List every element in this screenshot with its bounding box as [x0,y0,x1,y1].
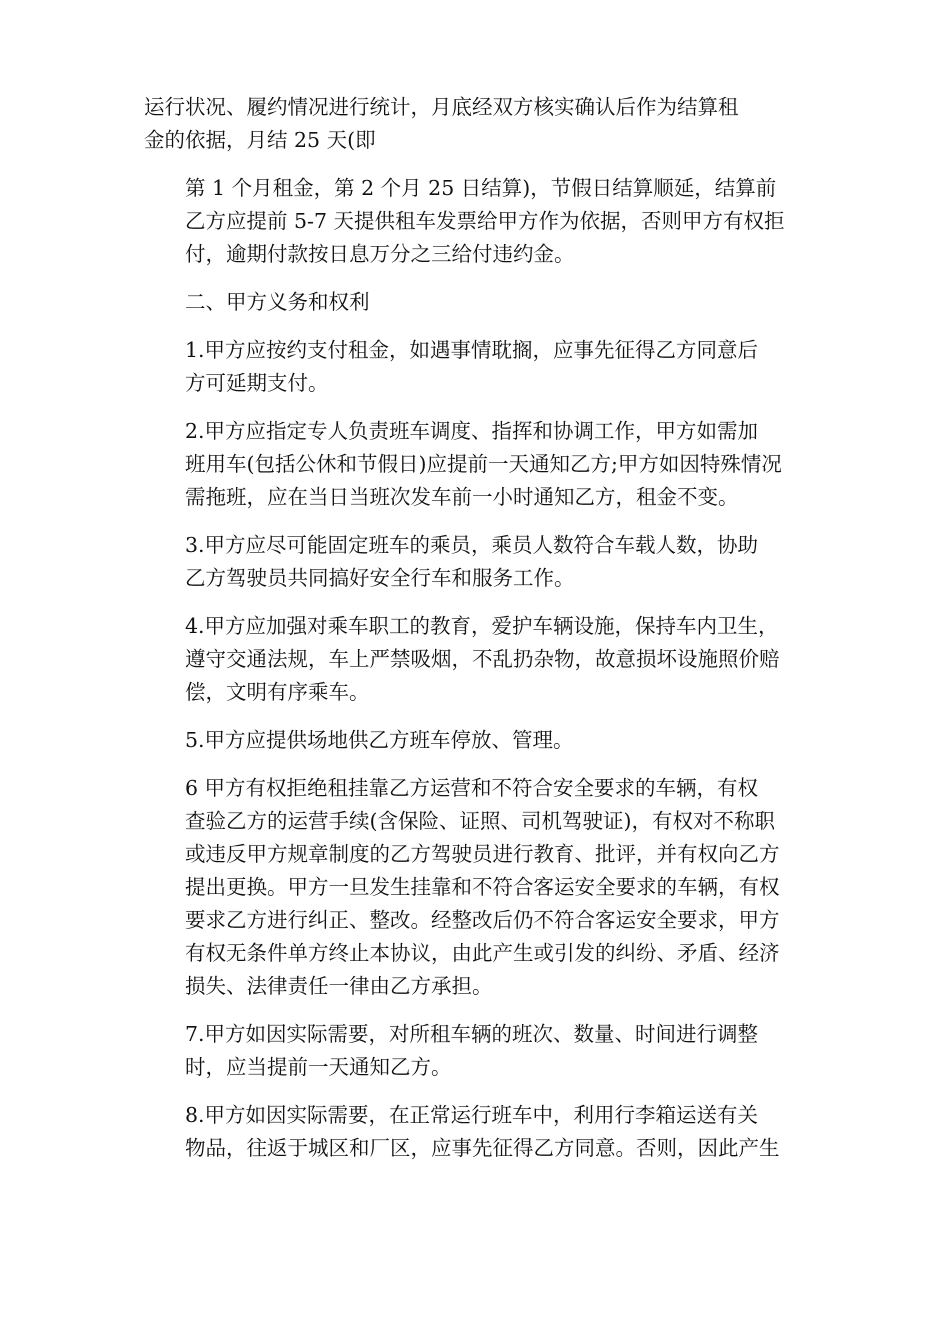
clause-1 [144,334,812,400]
text-line: 损失、法律责任一律由乙方承担。 [185,974,493,998]
section-heading: 二、甲方义务和权利 [185,290,370,314]
text-line: 运行状况、履约情况进行统计，月底经双方核实确认后作为结算租 [144,95,739,119]
text-line: 6 甲方有权拒绝租挂靠乙方运营和不符合安全要求的车辆，有权 [185,776,759,800]
text-line: 方可延期支付。 [185,371,329,395]
text-line: 需拖班，应在当日当班次发车前一小时通知乙方，租金不变。 [185,485,739,509]
text-line: 偿，文明有序乘车。 [185,680,370,704]
text-line: 第 1 个月租金，第 2 个月 25 日结算)，节假日结算顺延，结算前 [185,176,777,200]
paragraph-settlement-terms [144,172,812,271]
text-line: 金的依据，月结 25 天(即 [144,128,376,152]
clause-7 [144,1018,812,1084]
clause-2 [144,415,812,514]
text-line: 8.甲方如因实际需要，在正常运行班车中，利用行李箱运送有关 [185,1103,759,1127]
text-line: 遵守交通法规，车上严禁吸烟，不乱扔杂物，故意损坏设施照价赔 [185,647,780,671]
clause-8 [144,1099,812,1165]
text-line: 2.甲方应指定专人负责班车调度、指挥和协调工作，甲方如需加 [185,419,759,443]
text-line: 乙方驾驶员共同搞好安全行车和服务工作。 [185,566,575,590]
text-line: 要求乙方进行纠正、整改。经整改后仍不符合客运安全要求，甲方 [185,908,780,932]
text-line: 查验乙方的运营手续(含保险、证照、司机驾驶证)，有权对不称职 [185,809,775,833]
clause-3 [144,529,812,595]
text-line: 1.甲方应按约支付租金，如遇事情耽搁，应事先征得乙方同意后 [185,338,759,362]
paragraph-settlement-basis [144,91,812,157]
text-line: 付，逾期付款按日息万分之三给付违约金。 [185,242,575,266]
text-line: 物品，往返于城区和厂区，应事先征得乙方同意。否则，因此产生 [185,1136,780,1160]
document-body [144,91,812,1180]
text-line: 有权无条件单方终止本协议，由此产生或引发的纠纷、矛盾、经济 [185,941,780,965]
text-line: 7.甲方如因实际需要，对所租车辆的班次、数量、时间进行调整 [185,1022,759,1046]
text-line: 4.甲方应加强对乘车职工的教育，爱护车辆设施，保持车内卫生， [185,614,779,638]
clause-6 [144,772,812,1003]
text-line: 时，应当提前一天通知乙方。 [185,1055,452,1079]
text-line: 5.甲方应提供场地供乙方班车停放、管理。 [185,728,574,752]
text-line: 或违反甲方规章制度的乙方驾驶员进行教育、批评，并有权向乙方 [185,842,780,866]
text-line: 乙方应提前 5-7 天提供租车发票给甲方作为依据，否则甲方有权拒 [185,209,785,233]
section-heading-party-a-obligations [144,286,812,319]
clause-5 [144,724,812,757]
clause-4 [144,610,812,709]
text-line: 提出更换。甲方一旦发生挂靠和不符合客运安全要求的车辆，有权 [185,875,780,899]
text-line: 3.甲方应尽可能固定班车的乘员，乘员人数符合车载人数，协助 [185,533,759,557]
text-line: 班用车(包括公休和节假日)应提前一天通知乙方;甲方如因特殊情况 [185,452,782,476]
